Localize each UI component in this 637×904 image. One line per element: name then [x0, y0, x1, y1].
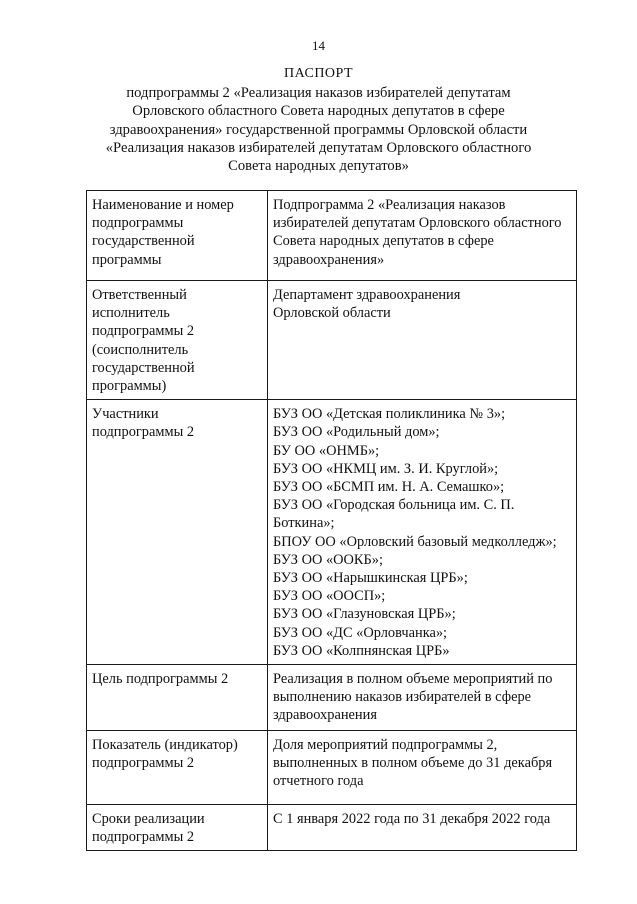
row-value-line: Доля мероприятий подпрограммы 2,	[273, 737, 498, 754]
row-value-line: выполнению наказов избирателей в сфере	[273, 689, 532, 706]
table-row-indicator	[87, 731, 577, 805]
subtitle-line: «Реализация наказов избирателей депутатам Орловского областного	[105, 139, 532, 156]
document-title: ПАСПОРТ	[283, 66, 354, 81]
row-label-line: государственной	[92, 359, 195, 376]
row-label-cell	[87, 281, 268, 400]
row-value-line: здравоохранения»	[273, 251, 385, 268]
row-label-cell	[87, 400, 268, 665]
row-label-line: программы)	[92, 378, 167, 395]
participant-line: БУЗ ОО «Родильный дом»;	[273, 424, 440, 441]
row-value-line: отчетного года	[273, 773, 364, 790]
table-row-timeframe	[87, 805, 577, 851]
subtitle-line: Орловского областного Совета народных депутатов в сфере	[132, 103, 505, 120]
subtitle-line: здравоохранения» государственной программы Орловской области	[109, 121, 528, 138]
participant-line: Боткина»;	[273, 515, 335, 532]
row-value-line: выполненных в полном объеме до 31 декабря	[273, 755, 553, 772]
row-value-line: Департамент здравоохранения	[273, 287, 461, 303]
row-value-line: Орловской области	[273, 305, 391, 322]
row-label-cell	[87, 731, 268, 805]
row-label-cell	[87, 191, 268, 281]
row-label-line: Показатель (индикатор)	[92, 737, 238, 754]
row-label-cell	[87, 805, 268, 851]
participant-line: БУЗ ОО «Колпнянская ЦРБ»	[273, 642, 450, 659]
row-value-line: С 1 января 2022 года по 31 декабря 2022 года	[273, 811, 551, 828]
participant-line: БУЗ ОО «БСМП им. Н. А. Семашко»;	[273, 479, 505, 496]
table-row-participants	[87, 400, 577, 665]
row-value-cell	[268, 731, 577, 805]
row-label-line: Сроки реализации	[92, 811, 205, 828]
row-value-line: Совета народных депутатов в сфере	[273, 233, 494, 250]
row-label-line: государственной	[92, 233, 195, 250]
row-value-cell	[268, 281, 577, 400]
row-label-line: Участники	[92, 406, 159, 423]
subtitle-line: подпрограммы 2 «Реализация наказов избирателей депутатам	[126, 85, 511, 101]
row-label-line: исполнитель	[92, 305, 170, 322]
row-label-line: Наименование и номер	[92, 197, 234, 213]
row-value-cell	[268, 400, 577, 665]
row-value-line: избирателей депутатам Орловского областного	[273, 215, 562, 232]
row-label-line: Цель подпрограммы 2	[92, 671, 229, 688]
row-label-line: подпрограммы	[92, 215, 184, 232]
participant-line: БУЗ ОО «Детская поликлиника № 3»;	[273, 406, 506, 423]
row-label-line: подпрограммы 2	[92, 424, 195, 441]
participant-line: БУЗ ОО «Городская больница им. С. П.	[273, 497, 515, 514]
document-subtitle	[100, 84, 537, 175]
row-value-line: здравоохранения	[273, 707, 377, 724]
participant-line: БУЗ ОО «Глазуновская ЦРБ»;	[273, 606, 456, 623]
row-value-cell	[268, 191, 577, 281]
page-number: 14	[312, 38, 325, 53]
participant-line: БУЗ ОО «НКМЦ им. З. И. Круглой»;	[273, 460, 499, 477]
participant-line: БУЗ ОО «ООСП»;	[273, 588, 386, 605]
row-label-line: программы	[92, 251, 162, 268]
row-label-line: подпрограммы 2	[92, 829, 195, 846]
row-label-line: (соисполнитель	[92, 341, 189, 358]
table-row-goal	[87, 665, 577, 731]
row-value-cell	[268, 805, 577, 851]
table-row-responsible-executor	[87, 281, 577, 400]
participant-line: БУЗ ОО «ООКБ»;	[273, 551, 383, 568]
row-value-line: Реализация в полном объеме мероприятий по	[273, 671, 553, 688]
participant-line: БУ ОО «ОНМБ»;	[273, 442, 380, 459]
participant-line: БПОУ ОО «Орловский базовый медколледж»;	[273, 533, 557, 550]
row-label-line: Ответственный	[92, 287, 187, 303]
passport-table	[86, 190, 577, 851]
row-value-cell	[268, 665, 577, 731]
row-label-line: подпрограммы 2	[92, 755, 195, 772]
row-value-line: Подпрограмма 2 «Реализация наказов	[273, 197, 506, 213]
participant-line: БУЗ ОО «Нарышкинская ЦРБ»;	[273, 570, 468, 587]
participant-line: БУЗ ОО «ДС «Орловчанка»;	[273, 624, 448, 641]
row-label-cell	[87, 665, 268, 731]
row-label-line: подпрограммы 2	[92, 323, 195, 340]
subtitle-line: Совета народных депутатов»	[228, 158, 409, 175]
table-row-program-name	[87, 191, 577, 281]
